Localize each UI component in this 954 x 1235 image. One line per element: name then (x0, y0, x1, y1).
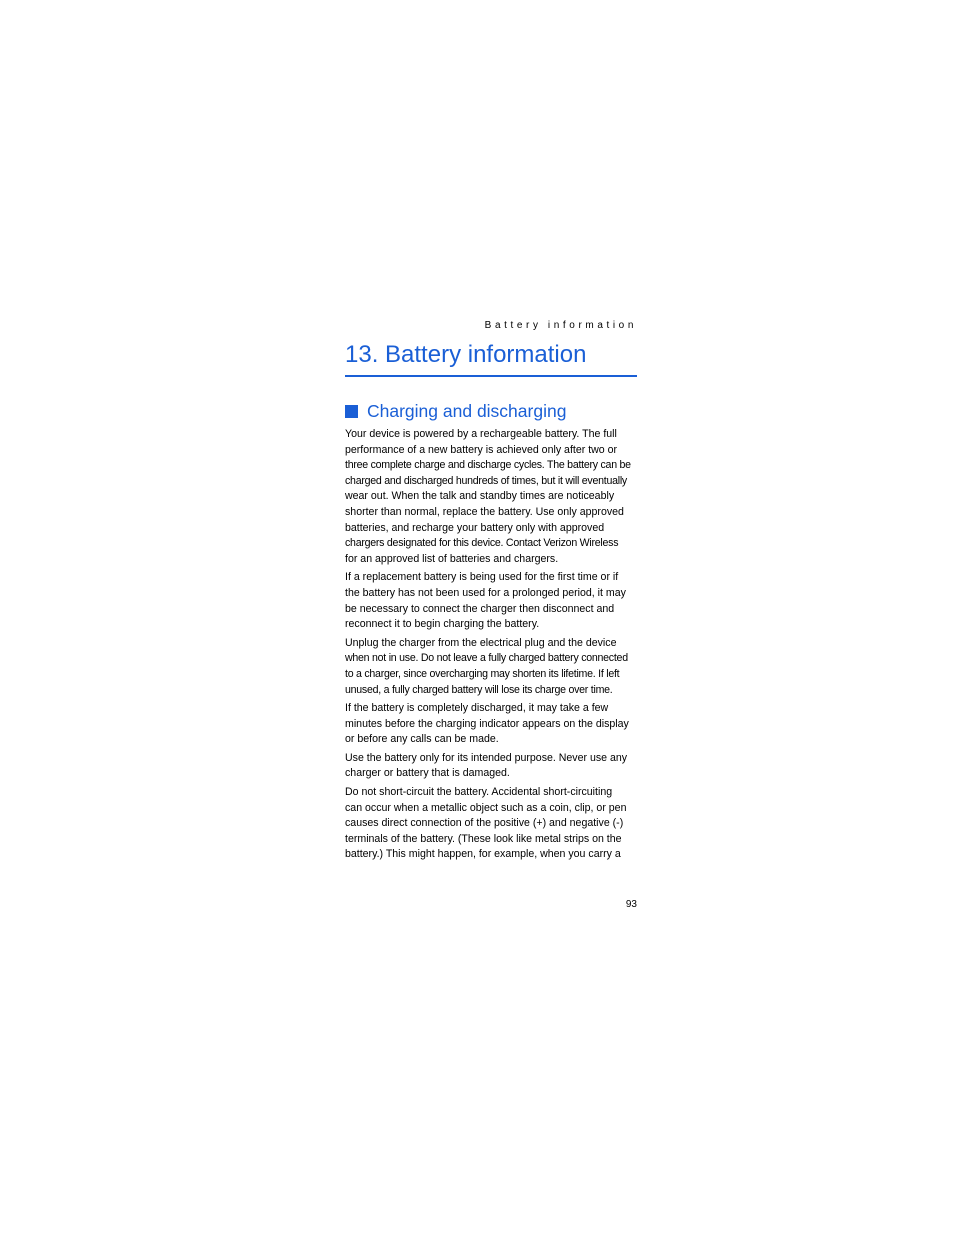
body-text (345, 427, 637, 866)
text-line: Unplug the charger from the electrical plug and the device (345, 636, 617, 649)
text-line: terminals of the battery. (These look like metal strips on the (345, 832, 622, 845)
text-line: charged and discharged hundreds of times, but it will eventually (345, 474, 627, 487)
text-line: the battery has not been used for a prolonged period, it may (345, 586, 626, 599)
paragraph (345, 701, 637, 748)
text-line: or before any calls can be made. (345, 733, 499, 746)
chapter-title-underline (345, 375, 637, 377)
text-line: three complete charge and discharge cycles. The battery can be (345, 459, 631, 472)
text-line: reconnect it to begin charging the battery. (345, 618, 540, 631)
section-heading-text: Charging and discharging (367, 401, 567, 421)
text-line: for an approved list of batteries and chargers. (345, 552, 559, 565)
paragraph (345, 427, 637, 567)
paragraph (345, 570, 637, 632)
text-line: when not in use. Do not leave a fully charged battery connected (345, 652, 628, 665)
square-bullet-icon (345, 405, 358, 418)
running-header: Battery information (484, 320, 637, 331)
text-line: battery.) This might happen, for example, when you carry a (345, 848, 621, 861)
text-line: be necessary to connect the charger then disconnect and (345, 602, 615, 615)
text-line: to a charger, since overcharging may shorten its lifetime. If left (345, 667, 620, 680)
text-line: wear out. When the talk and standby times are noticeably (345, 490, 615, 503)
text-line: If a replacement battery is being used for the first time or if (345, 571, 619, 584)
text-line: charger or battery that is damaged. (345, 767, 510, 780)
paragraph (345, 636, 637, 698)
text-line: minutes before the charging indicator appears on the display (345, 717, 629, 730)
chapter-title: 13. Battery information (345, 341, 587, 368)
text-line: If the battery is completely discharged, it may take a few (345, 702, 609, 715)
page-number: 93 (625, 899, 637, 910)
paragraph (345, 751, 637, 782)
text-line: Use the battery only for its intended purpose. Never use any (345, 751, 628, 764)
text-line: unused, a fully charged battery will lose its charge over time. (345, 683, 613, 696)
text-line: causes direct connection of the positive (+) and negative (-) (345, 817, 624, 830)
text-line: shorter than normal, replace the battery. Use only approved (345, 505, 624, 518)
text-line: Do not short-circuit the battery. Accidental short-circuiting (345, 786, 613, 799)
text-line: chargers designated for this device. Contact Verizon Wireless (345, 537, 619, 550)
text-line: Your device is powered by a rechargeable battery. The full (345, 428, 617, 440)
section-heading (345, 401, 637, 422)
text-line: can occur when a metallic object such as a coin, clip, or pen (345, 801, 627, 814)
text-line: batteries, and recharge your battery only with approved (345, 521, 605, 534)
paragraph (345, 785, 637, 863)
text-line: performance of a new battery is achieved only after two or (345, 443, 618, 456)
